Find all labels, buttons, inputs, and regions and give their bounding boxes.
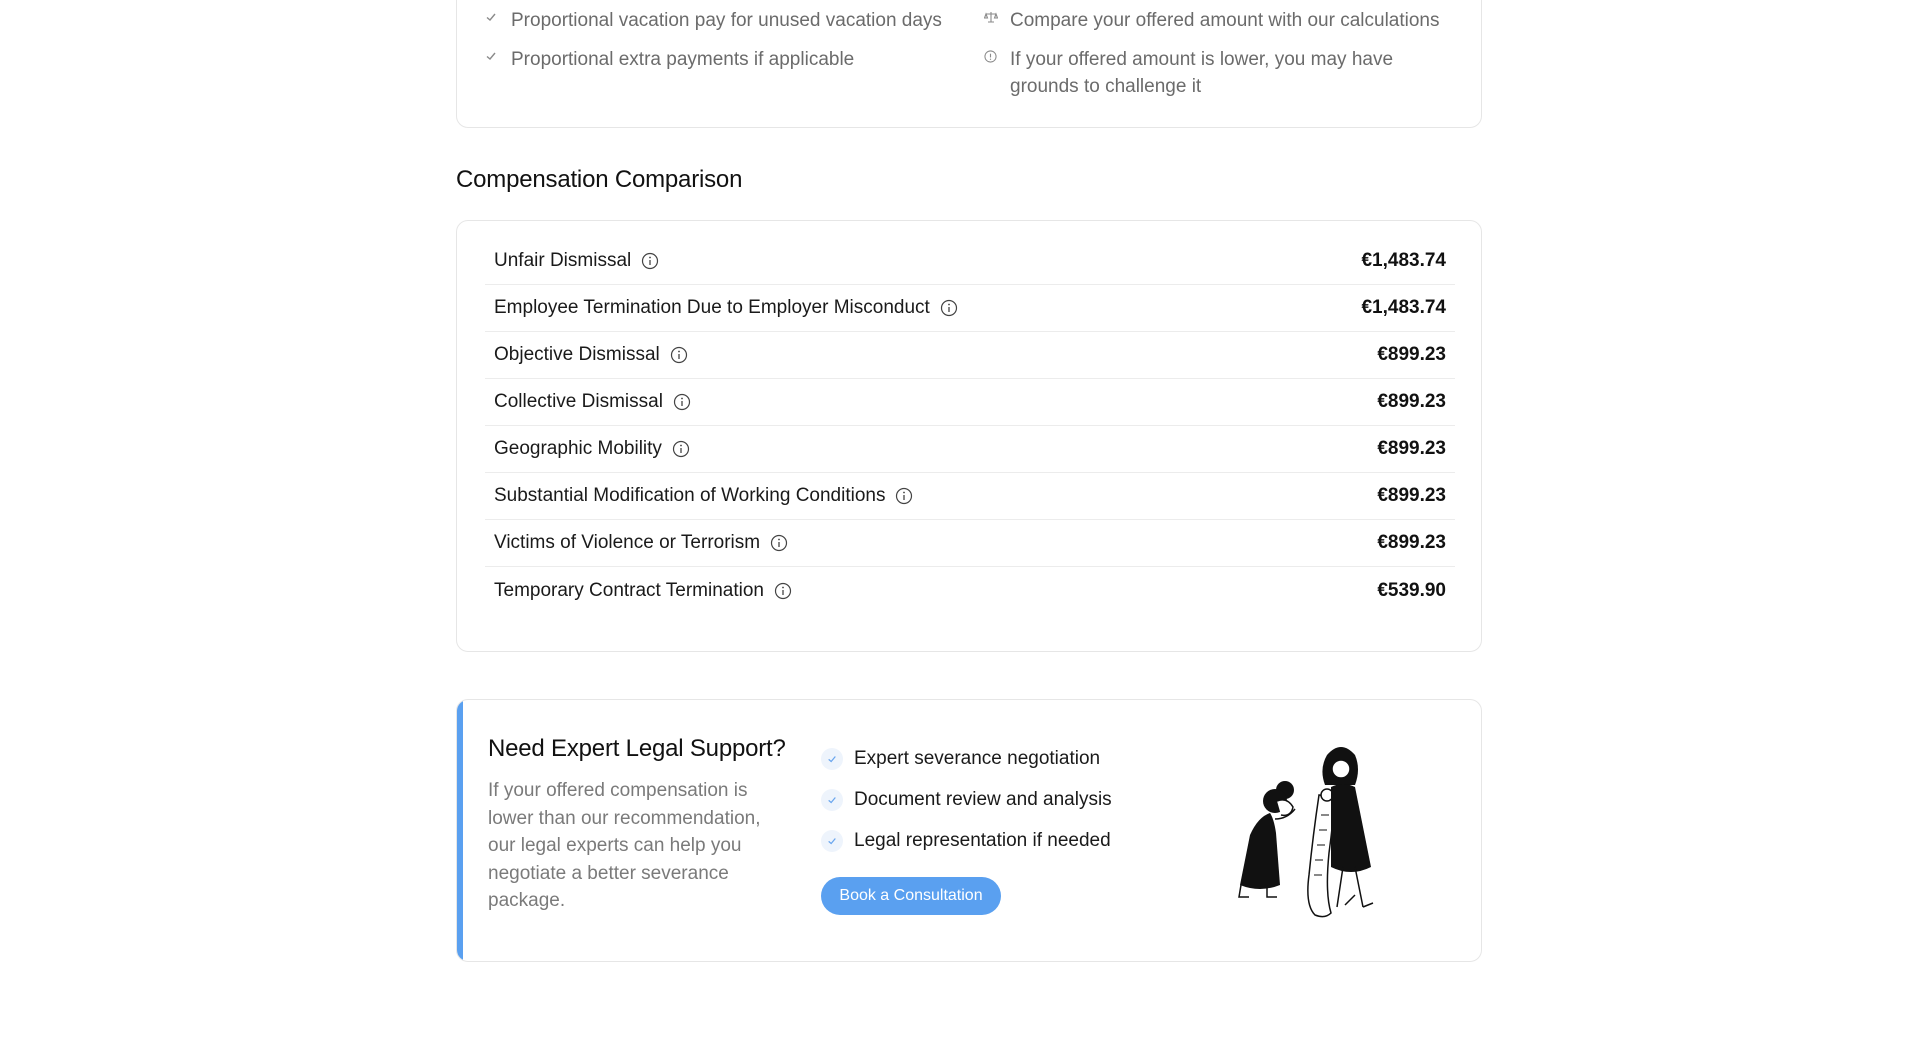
info-icon[interactable] [672,440,690,458]
row-amount: €539.90 [1377,579,1446,601]
people-reading-illustration [1215,735,1415,925]
feature-text: Legal representation if needed [854,830,1111,851]
row-amount: €899.23 [1377,344,1446,365]
feature-item [821,830,1111,852]
row-label-text: Objective Dismissal [494,344,660,365]
scale-icon [984,7,1010,23]
tips-card [456,0,1482,128]
info-icon[interactable] [673,393,691,411]
row-label-text: Temporary Contract Termination [494,579,764,601]
row-amount: €899.23 [1377,485,1446,506]
row-label [494,438,690,460]
row-amount: €899.23 [1377,438,1446,459]
check-icon [821,748,843,770]
row-label [494,391,691,413]
row-amount: €1,483.74 [1361,297,1446,318]
feature-item [821,789,1112,811]
compensation-table [456,220,1482,652]
feature-text: Expert severance negotiation [854,748,1101,769]
table-row [485,238,1455,285]
row-amount: €899.23 [1377,391,1446,412]
row-label [494,485,913,507]
info-icon[interactable] [770,534,788,552]
info-icon[interactable] [774,582,792,600]
row-label-text: Victims of Violence or Terrorism [494,532,761,553]
tip-item [485,46,854,73]
info-icon [984,46,1010,63]
table-row [485,473,1455,520]
table-row [485,426,1455,473]
table-row [485,379,1455,426]
cta-description: If your offered compensation is lower than our recommendation, our legal experts can help you negotiate a better severance package. [488,780,761,911]
section-title: Compensation Comparison [456,166,743,193]
info-icon[interactable] [940,299,958,317]
accent-bar [457,700,463,961]
row-label [494,344,688,366]
row-label-text: Geographic Mobility [494,438,662,459]
table-row [485,520,1455,567]
row-label-text: Employee Termination Due to Employer Misconduct [494,297,930,318]
tip-text: Proportional extra payments if applicable [511,49,855,70]
row-label-text: Substantial Modification of Working Conditions [494,485,886,506]
row-label-text: Unfair Dismissal [494,250,632,271]
legal-support-card [456,699,1482,962]
tip-text: If your offered amount is lower, you may have grounds to challenge it [1010,49,1394,97]
row-amount: €899.23 [1377,532,1446,553]
row-label [494,250,659,272]
tip-item [984,7,1440,34]
row-label [494,532,788,554]
book-consultation-button[interactable]: Book a Consultation [821,877,1001,915]
check-icon [485,46,511,62]
table-row [485,285,1455,332]
check-icon [485,7,511,23]
check-icon [821,789,843,811]
feature-item [821,748,1100,770]
row-label [494,580,792,602]
check-icon [821,830,843,852]
tip-item [984,46,1424,100]
tip-text: Proportional vacation pay for unused vacation days [511,10,942,31]
table-row [485,567,1455,614]
cta-title: Need Expert Legal Support? [488,735,786,762]
feature-text: Document review and analysis [854,789,1112,810]
tip-item [485,7,942,34]
row-amount: €1,483.74 [1361,250,1446,271]
row-label-text: Collective Dismissal [494,391,663,412]
info-icon[interactable] [670,346,688,364]
tip-text: Compare your offered amount with our calculations [1010,10,1440,31]
info-icon[interactable] [895,487,913,505]
info-icon[interactable] [641,252,659,270]
table-row [485,332,1455,379]
row-label [494,297,958,319]
